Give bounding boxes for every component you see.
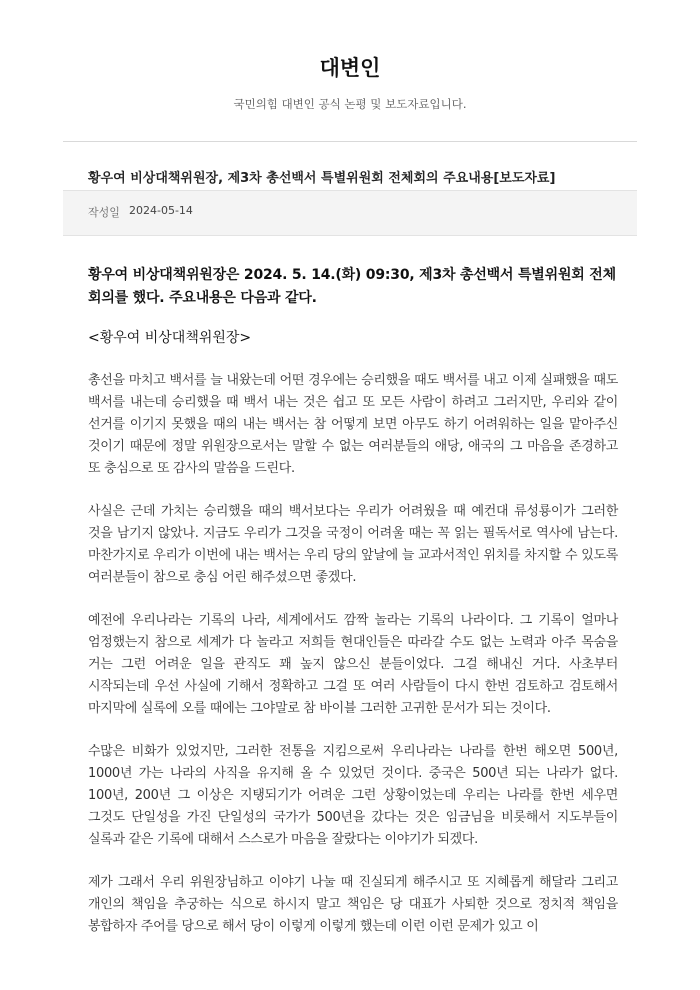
header-divider bbox=[63, 141, 637, 142]
body-paragraph: 사실은 근데 가치는 승리했을 때의 백서보다는 우리가 어려웠을 때 예컨대 류성룡이가 그러한 것을 남기지 않았나. 지금도 우리가 그것을 국정이 어려울 때는 꼭 읽는 필독서로 역사에 남는다. 마찬가지로 우리가 이번에 내는 백서는 우리 당의 앞날에 늘 교과서적인 위치를 차지할 수 있도록 여러분들이 참으로 충심 어린 해주셨으면 좋겠다. bbox=[88, 504, 618, 585]
speaker-heading: <황우여 비상대책위원장> bbox=[88, 330, 252, 346]
post-body bbox=[88, 264, 618, 959]
lead-paragraph: 황우여 비상대책위원장은 2024. 5. 14.(화) 09:30, 제3차 총선백서 특별위원회 전체회의를 했다. 주요내용은 다음과 같다. bbox=[88, 267, 616, 306]
post-title: 황우여 비상대책위원장, 제3차 총선백서 특별위원회 전체회의 주요내용[보도자료] bbox=[88, 170, 556, 186]
site-description: 국민의힘 대변인 공식 논평 및 보도자료입니다. bbox=[233, 97, 467, 111]
post-meta-bar bbox=[63, 190, 637, 236]
post-date: 2024-05-14 bbox=[129, 204, 193, 217]
body-paragraph: 예전에 우리나라는 기록의 나라, 세계에서도 깜짝 놀라는 기록의 나라이다. 그 기록이 얼마나 엄정했는지 참으로 세계가 다 놀라고 저희들 현대인들은 따라갈 수도 없는 노력과 아주 목숨을 거는 그런 어려운 일을 관직도 꽤 높지 않으신 분들이었다. 그걸 해내신 거다. 사초부터 시작되는데 우선 사실에 기해서 정확하고 그걸 또 여러 사람들이 다시 한번 검토하고 검토해서 마지막에 실록에 오를 때에는 그야말로 참 바이블 그러한 고귀한 문서가 되는 것이다. bbox=[88, 613, 618, 716]
body-paragraph: 총선을 마치고 백서를 늘 내왔는데 어떤 경우에는 승리했을 때도 백서를 내고 이제 실패했을 때도 백서를 내는데 승리했을 때 백서 내는 것은 쉽고 또 모든 사람이 하려고 그러지만, 우리와 같이 선거를 이기지 못했을 때의 내는 백서는 참 어떻게 보면 아무도 하기 어려워하는 일을 맡아주신 것이기 때문에 정말 위원장으로서는 말할 수 없는 여러분들의 애당, 애국의 그 마음을 존경하고 또 충심으로 또 감사의 말씀을 드린다. bbox=[88, 373, 618, 476]
body-paragraph: 수많은 비화가 있었지만, 그러한 전통을 지킴으로써 우리나라는 나라를 한번 해오면 500년, 1000년 가는 나라의 사직을 유지해 올 수 있었던 것이다. 중국은 500년 되는 나라가 없다. 100년, 200년 그 이상은 지탱되기가 어려운 그런 상황이었는데 우리는 나라를 한번 세우면 그것도 단일성을 가진 단일성의 국가가 500년을 갔다는 것은 임금님을 비롯해서 지도부들이 실록과 같은 기록에 대해서 스스로가 마음을 잘랐다는 이야기가 되겠다. bbox=[88, 744, 618, 847]
site-title[interactable]: 대변인 bbox=[319, 56, 381, 80]
body-paragraph: 제가 그래서 우리 위원장님하고 이야기 나눌 때 진실되게 해주시고 또 지혜롭게 해달라 그리고 개인의 책임을 추궁하는 식으로 하시지 말고 책임은 당 대표가 사퇴한 것으로 정치적 책임을 봉합하자 주어를 당으로 해서 당이 이렇게 이렇게 했는데 이런 이런 문제가 있고 이 bbox=[88, 875, 618, 934]
date-label: 작성일 bbox=[88, 206, 120, 219]
site-header bbox=[0, 0, 700, 112]
